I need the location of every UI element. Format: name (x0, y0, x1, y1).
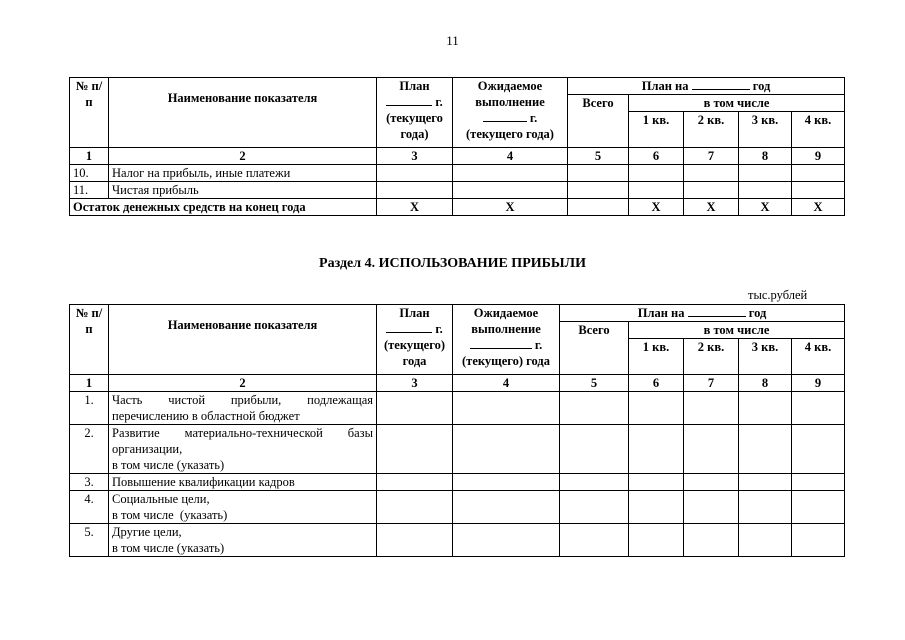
cell[interactable] (568, 199, 629, 216)
cell[interactable] (629, 182, 684, 199)
table-row (70, 165, 845, 182)
header-num: № п/п (70, 78, 109, 148)
x-mark: X (739, 199, 792, 216)
units-label: тыс.рублей (748, 288, 808, 302)
cell[interactable] (377, 165, 453, 182)
cell[interactable] (377, 392, 453, 425)
cell[interactable] (739, 474, 792, 491)
cell[interactable] (560, 474, 629, 491)
x-mark: X (377, 199, 453, 216)
header-plan: План г. (текущего года) (377, 78, 453, 148)
cell[interactable] (560, 524, 629, 557)
col-number: 8 (739, 375, 792, 392)
cell[interactable] (739, 491, 792, 524)
page-number: 11 (446, 33, 459, 48)
header-q1: 1 кв. (629, 112, 684, 148)
col-number: 7 (684, 148, 739, 165)
cell[interactable] (739, 165, 792, 182)
cell[interactable] (568, 165, 629, 182)
row-name: Налог на прибыль, иные платежи (109, 165, 377, 182)
header-plan-on-year: План на год (568, 78, 845, 95)
x-mark: X (792, 199, 845, 216)
cell[interactable] (377, 524, 453, 557)
table-row (70, 182, 845, 199)
cell[interactable] (629, 491, 684, 524)
cell[interactable] (453, 425, 560, 474)
cell[interactable] (453, 392, 560, 425)
col-number: 2 (109, 148, 377, 165)
col-number: 1 (70, 148, 109, 165)
cell[interactable] (453, 491, 560, 524)
header-including: в том числе (629, 95, 845, 112)
x-mark: X (629, 199, 684, 216)
cell[interactable] (684, 474, 739, 491)
cash-flow-table (69, 77, 845, 216)
header-name: Наименование показателя (109, 78, 377, 148)
cell[interactable] (453, 474, 560, 491)
column-number-row (70, 148, 845, 165)
cell[interactable] (792, 165, 845, 182)
table-row (70, 392, 845, 425)
profit-usage-table (69, 304, 845, 557)
row-name: Социальные цели, в том числе (указать) (109, 491, 377, 524)
header-q4: 4 кв. (792, 112, 845, 148)
col-number: 8 (739, 148, 792, 165)
cell[interactable] (739, 182, 792, 199)
row-number: 2. (70, 425, 109, 474)
col-number: 6 (629, 148, 684, 165)
row-number: 11. (70, 182, 109, 199)
cell[interactable] (739, 425, 792, 474)
row-name: Другие цели, в том числе (указать) (109, 524, 377, 557)
col-number: 5 (560, 375, 629, 392)
cell[interactable] (453, 165, 568, 182)
cell[interactable] (684, 165, 739, 182)
cell[interactable] (684, 425, 739, 474)
table-row (70, 425, 845, 474)
row-name: Часть чистой прибыли, подлежащая перечислению в областной бюджет (109, 392, 377, 425)
cell[interactable] (792, 474, 845, 491)
header-total: Всего (568, 95, 629, 148)
col-number: 7 (684, 375, 739, 392)
cell[interactable] (629, 165, 684, 182)
cell[interactable] (684, 491, 739, 524)
cell[interactable] (629, 524, 684, 557)
header-q3: 3 кв. (739, 339, 792, 375)
table-row (70, 491, 845, 524)
cell[interactable] (792, 524, 845, 557)
cell[interactable] (739, 524, 792, 557)
col-number: 9 (792, 375, 845, 392)
table-row (70, 524, 845, 557)
header-q3: 3 кв. (739, 112, 792, 148)
x-mark: X (453, 199, 568, 216)
cell[interactable] (453, 182, 568, 199)
cell[interactable] (453, 524, 560, 557)
cell[interactable] (377, 474, 453, 491)
col-number: 4 (453, 148, 568, 165)
table-row (70, 474, 845, 491)
balance-row (70, 199, 845, 216)
row-number: 4. (70, 491, 109, 524)
cell[interactable] (377, 182, 453, 199)
header-q1: 1 кв. (629, 339, 684, 375)
cell[interactable] (560, 491, 629, 524)
header-q2: 2 кв. (684, 112, 739, 148)
cell[interactable] (377, 491, 453, 524)
col-number: 9 (792, 148, 845, 165)
col-number: 3 (377, 375, 453, 392)
cell[interactable] (629, 392, 684, 425)
cell[interactable] (629, 425, 684, 474)
header-q4: 4 кв. (792, 339, 845, 375)
row-name: Чистая прибыль (109, 182, 377, 199)
balance-label: Остаток денежных средств на конец года (70, 199, 377, 216)
cell[interactable] (684, 524, 739, 557)
cell[interactable] (377, 425, 453, 474)
row-name: Развитие материально-технической базы организации, в том числе (указать) (109, 425, 377, 474)
header-name: Наименование показателя (109, 305, 377, 375)
col-number: 6 (629, 375, 684, 392)
header-q2: 2 кв. (684, 339, 739, 375)
col-number: 4 (453, 375, 560, 392)
cell[interactable] (568, 182, 629, 199)
col-number: 2 (109, 375, 377, 392)
header-num: № п/п (70, 305, 109, 375)
header-total: Всего (560, 322, 629, 375)
cell[interactable] (560, 392, 629, 425)
col-number: 1 (70, 375, 109, 392)
header-including: в том числе (629, 322, 845, 339)
col-number: 5 (568, 148, 629, 165)
cell[interactable] (560, 425, 629, 474)
x-mark: X (684, 199, 739, 216)
cell[interactable] (792, 392, 845, 425)
cell[interactable] (792, 425, 845, 474)
col-number: 3 (377, 148, 453, 165)
cell[interactable] (739, 392, 792, 425)
row-number: 1. (70, 392, 109, 425)
header-plan-on-year: План на год (560, 305, 845, 322)
cell[interactable] (684, 182, 739, 199)
section-title: Раздел 4. ИСПОЛЬЗОВАНИЕ ПРИБЫЛИ (319, 256, 586, 271)
row-number: 10. (70, 165, 109, 182)
column-number-row (70, 375, 845, 392)
cell[interactable] (792, 491, 845, 524)
row-number: 5. (70, 524, 109, 557)
cell[interactable] (629, 474, 684, 491)
cell[interactable] (684, 392, 739, 425)
header-expected: Ожидаемое выполнение г. (текущего) года (453, 305, 560, 375)
row-number: 3. (70, 474, 109, 491)
header-plan: План г. (текущего) года (377, 305, 453, 375)
row-name: Повышение квалификации кадров (109, 474, 377, 491)
header-expected: Ожидаемое выполнение г. (текущего года) (453, 78, 568, 148)
cell[interactable] (792, 182, 845, 199)
